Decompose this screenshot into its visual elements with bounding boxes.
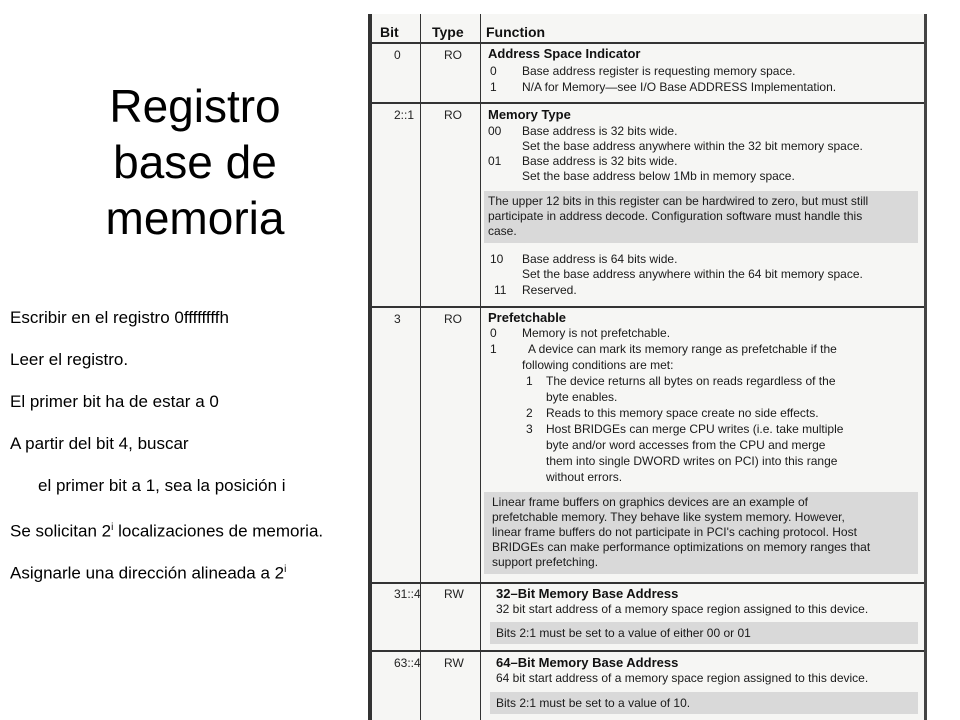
row-2-note-line: support prefetching. (492, 555, 599, 569)
row-3-text: 32 bit start address of a memory space region assigned to this device. (496, 602, 869, 616)
title-line-1: Registro (109, 80, 281, 132)
row-divider (372, 306, 924, 308)
row-3-title: 32–Bit Memory Base Address (496, 586, 679, 601)
row-3-type: RW (444, 587, 464, 601)
column-divider (420, 14, 421, 720)
row-2-sub-text: them into single DWORD writes on PCI) into this range (546, 454, 838, 468)
register-table-scan (368, 14, 927, 720)
row-2-sub-text: byte enables. (546, 390, 618, 404)
row-1-text: Reserved. (522, 283, 577, 297)
row-2-sub-text: without errors. (546, 470, 623, 484)
bullet-exponent: i (284, 564, 287, 575)
row-1-text: Set the base address below 1Mb in memory space. (522, 169, 795, 183)
row-2-sub-text: Host BRIDGEs can merge CPU writes (i.e. take multiple (546, 422, 844, 436)
row-0-bit: 0 (394, 48, 401, 62)
row-4-bit: 63::4 (394, 656, 421, 670)
row-0-code: 0 (490, 64, 497, 78)
bullet-item (10, 518, 323, 542)
row-2-sub-text: Reads to this memory space create no side effects. (546, 406, 819, 420)
row-2-note-line: Linear frame buffers on graphics devices are an example of (492, 495, 808, 509)
row-1-note-line: participate in address decode. Configuration software must handle this (488, 209, 863, 223)
bullet-item: A partir del bit 4, buscar (10, 434, 189, 453)
row-1-text: Base address is 32 bits wide. (522, 154, 678, 168)
row-1-text: Set the base address anywhere within the 64 bit memory space. (522, 267, 863, 281)
title-line-2: base de (113, 136, 277, 188)
row-2-sub-text: byte and/or word accesses from the CPU and merge (546, 438, 826, 452)
row-1-title: Memory Type (488, 107, 571, 122)
row-2-type: RO (444, 312, 462, 326)
row-2-sub-code: 1 (526, 374, 533, 388)
row-1-note-line: case. (488, 224, 517, 238)
row-divider (372, 582, 924, 584)
row-2-note-box (484, 492, 918, 574)
bullet-text: Asignarle una dirección alineada a 2 (10, 563, 285, 583)
bullet-item: el primer bit a 1, sea la posición i (38, 476, 286, 495)
bullet-item: Leer el registro. (10, 350, 129, 369)
row-2-sub-code: 3 (526, 422, 533, 436)
row-3-bit: 31::4 (394, 587, 421, 601)
row-2-sub-text: The device returns all bytes on reads regardless of the (546, 374, 836, 388)
row-divider (372, 102, 924, 104)
bullet-item: El primer bit ha de estar a 0 (10, 392, 219, 411)
row-2-note-line: linear frame buffers do not participate in PCI's caching protocol. Host (492, 525, 857, 539)
row-1-code: 10 (490, 252, 504, 266)
bullet-item (10, 560, 286, 584)
header-function: Function (486, 24, 546, 40)
row-1-text: Set the base address anywhere within the 32 bit memory space. (522, 139, 863, 153)
column-divider (480, 14, 481, 720)
row-1-code: 00 (488, 124, 502, 138)
bullet-exponent: i (111, 522, 114, 533)
row-0-text: Base address register is requesting memory space. (522, 64, 796, 78)
row-4-text: 64 bit start address of a memory space region assigned to this device. (496, 671, 869, 685)
row-0-title: Address Space Indicator (488, 46, 641, 61)
row-0-text: N/A for Memory—see I/O Base ADDRESS Implementation. (522, 80, 837, 94)
row-1-code: 11 (494, 283, 507, 297)
row-2-sub-code: 2 (526, 406, 533, 420)
row-2-title: Prefetchable (488, 310, 567, 325)
row-2-note-line: prefetchable memory. They behave like system memory. However, (492, 510, 845, 524)
row-2-text: A device can mark its memory range as prefetchable if the (528, 342, 837, 356)
row-0-code: 1 (490, 80, 497, 94)
row-4-note-box (490, 692, 918, 714)
slide-title (60, 78, 330, 246)
row-2-code: 0 (490, 326, 497, 340)
row-1-bit: 2::1 (394, 108, 415, 122)
bullet-text: localizaciones de memoria. (113, 521, 324, 541)
row-2-text: Memory is not prefetchable. (522, 326, 671, 340)
row-1-text: Base address is 64 bits wide. (522, 252, 678, 266)
header-type: Type (432, 24, 464, 40)
row-4-note: Bits 2:1 must be set to a value of 10. (496, 696, 691, 710)
row-1-text: Base address is 32 bits wide. (522, 124, 678, 138)
row-4-title: 64–Bit Memory Base Address (496, 655, 679, 670)
row-2-note-line: BRIDGEs can make performance optimizations on memory ranges that (492, 540, 871, 554)
row-2-bit: 3 (394, 312, 401, 326)
row-4-type: RW (444, 656, 464, 670)
row-divider (372, 650, 924, 652)
row-1-note-box (484, 191, 918, 243)
row-2-text: following conditions are met: (522, 358, 674, 372)
row-2-code: 1 (490, 342, 497, 356)
title-line-3: memoria (105, 192, 285, 244)
row-1-type: RO (444, 108, 462, 122)
row-3-note-box (490, 622, 918, 644)
row-1-note-line: The upper 12 bits in this register can be hardwired to zero, but must still (488, 194, 869, 208)
row-3-note: Bits 2:1 must be set to a value of either 00 or 01 (496, 626, 751, 640)
bullet-item: Escribir en el registro 0ffffffffh (10, 308, 229, 327)
row-0-type: RO (444, 48, 462, 62)
bullet-text: Se solicitan 2 (10, 521, 112, 541)
row-divider (372, 42, 924, 44)
row-1-code: 01 (488, 154, 502, 168)
header-bit: Bit (380, 24, 399, 40)
